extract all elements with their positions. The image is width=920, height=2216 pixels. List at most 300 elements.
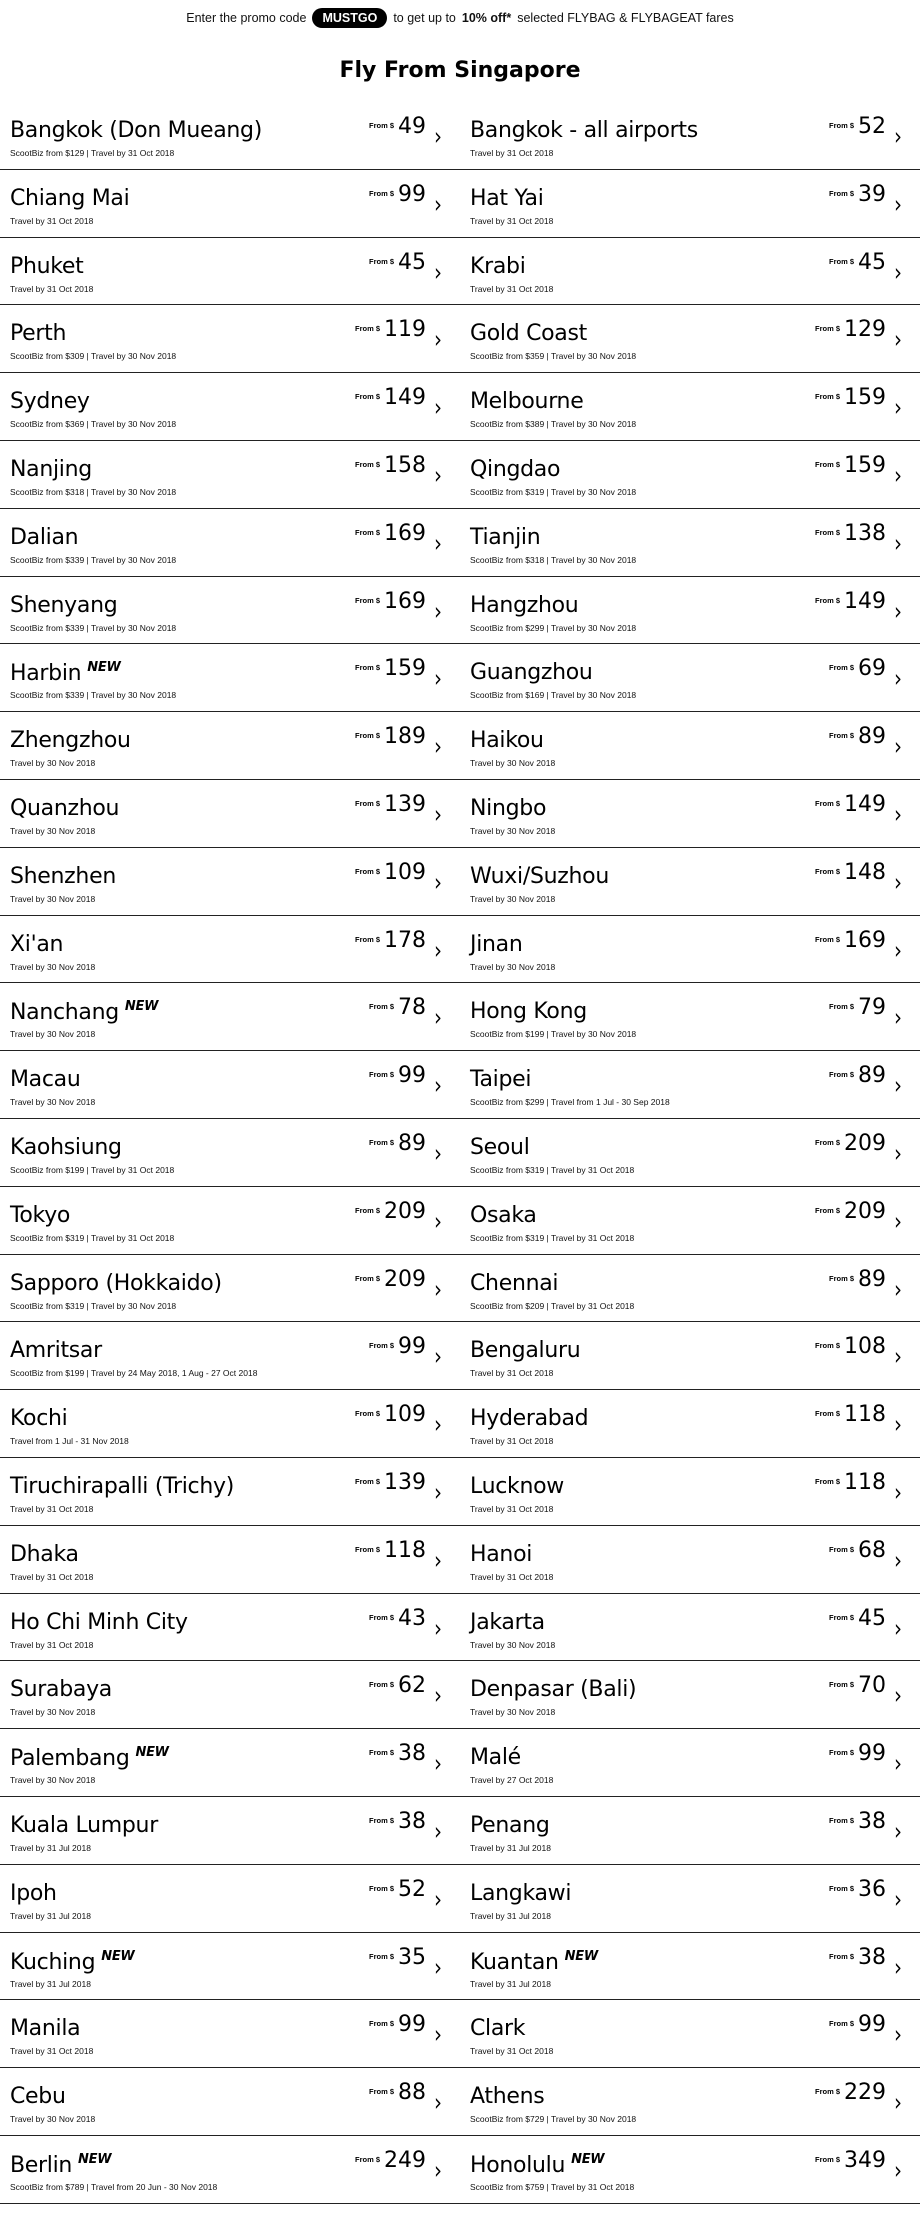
chevron-right-icon[interactable]: › (894, 867, 902, 897)
chevron-right-icon[interactable]: › (434, 257, 442, 286)
destination-card[interactable] (0, 712, 460, 779)
from-label: From $ (828, 2019, 854, 2029)
destination-card[interactable] (0, 577, 460, 644)
destination-note: Travel by 30 Nov 2018 (10, 825, 96, 836)
destination-card[interactable] (460, 712, 920, 779)
chevron-right-icon[interactable]: › (434, 1002, 442, 1032)
destination-city: Denpasar (Bali) (470, 1677, 637, 1703)
fare-price (369, 1673, 426, 1698)
destination-row (0, 712, 920, 780)
destination-note: Travel by 30 Nov 2018 (10, 893, 96, 904)
fare-amount: 118 (844, 1469, 886, 1495)
destination-city: Tianjin (470, 524, 541, 550)
destination-note: Travel by 31 Oct 2018 (10, 283, 94, 294)
destination-note: Travel by 31 Oct 2018 (10, 2046, 94, 2057)
chevron-right-icon[interactable]: › (434, 935, 442, 964)
destination-city: Kaohsiung (10, 1134, 122, 1160)
destination-city-heading (10, 999, 158, 1025)
fare-amount: 209 (844, 1130, 886, 1156)
chevron-right-icon[interactable]: › (434, 121, 442, 151)
destination-city: Kuching (10, 1949, 96, 1975)
destination-card[interactable] (460, 1187, 920, 1254)
chevron-right-icon[interactable]: › (894, 2155, 902, 2185)
destination-card[interactable] (460, 170, 920, 237)
from-label: From $ (814, 1409, 840, 1419)
from-label: From $ (828, 121, 854, 130)
destination-city-heading (10, 1067, 80, 1092)
chevron-right-icon[interactable]: › (434, 1952, 442, 1981)
destination-city: Penang (470, 1812, 550, 1838)
destination-card[interactable] (0, 1594, 460, 1661)
chevron-right-icon[interactable]: › (894, 2019, 902, 2049)
destination-note: Travel by 30 Nov 2018 (10, 2114, 96, 2125)
destination-card[interactable] (0, 373, 460, 440)
destination-city-heading (470, 1338, 580, 1363)
chevron-right-icon[interactable]: › (434, 1341, 442, 1371)
destination-note: Travel by 31 Oct 2018 (10, 1503, 94, 1514)
fare-price (815, 385, 886, 410)
destination-city-heading (470, 1203, 537, 1228)
destination-city-heading (470, 1745, 521, 1770)
destination-card[interactable] (0, 102, 460, 169)
destination-city: Nanchang (10, 1000, 119, 1026)
fare-amount: 38 (858, 1944, 886, 1970)
from-label: From $ (354, 1205, 380, 1215)
destination-card[interactable] (0, 1322, 460, 1389)
destination-city: Phuket (10, 253, 84, 279)
destination-city: Malé (470, 1745, 521, 1771)
destination-city-heading (10, 2152, 111, 2178)
destination-card[interactable] (460, 305, 920, 372)
chevron-right-icon[interactable]: › (894, 1274, 902, 1303)
destination-city: Zhengzhou (10, 728, 131, 754)
destination-card[interactable] (0, 1797, 460, 1864)
destination-city-heading (10, 186, 129, 211)
destination-card[interactable] (460, 1797, 920, 1864)
chevron-right-icon[interactable]: › (894, 1206, 902, 1236)
from-label: From $ (828, 1680, 854, 1690)
chevron-right-icon[interactable]: › (434, 663, 442, 693)
destination-city-heading (470, 932, 522, 957)
destination-card[interactable] (0, 509, 460, 576)
from-label: From $ (354, 798, 380, 808)
chevron-right-icon[interactable]: › (434, 2019, 442, 2049)
fare-price (815, 2080, 886, 2105)
fare-amount: 249 (384, 2147, 426, 2173)
chevron-right-icon[interactable]: › (434, 1545, 442, 1575)
destination-card[interactable] (0, 1255, 460, 1322)
destination-card[interactable] (0, 1390, 460, 1457)
destination-card[interactable] (460, 1526, 920, 1593)
destination-note: ScootBiz from $299 | Travel from 1 Jul - 30 Sep 2018 (470, 1097, 670, 1108)
fare-amount: 209 (384, 1198, 426, 1224)
destination-city: Clark (470, 2016, 526, 2042)
chevron-right-icon[interactable]: › (894, 799, 902, 829)
chevron-right-icon[interactable]: › (894, 1477, 902, 1507)
fare-price (829, 1809, 886, 1834)
destination-note: ScootBiz from $299 | Travel by 30 Nov 2018 (470, 622, 637, 633)
fare-amount: 159 (384, 656, 426, 682)
chevron-right-icon[interactable]: › (894, 1680, 902, 1710)
destination-city: Krabi (470, 253, 526, 279)
destination-card[interactable] (0, 1933, 460, 2000)
from-label: From $ (354, 1409, 380, 1419)
destination-note: ScootBiz from $319 | Travel by 30 Nov 2018 (10, 1300, 177, 1311)
destination-card[interactable] (460, 1594, 920, 1661)
destination-card[interactable] (460, 102, 920, 169)
from-label: From $ (828, 1883, 854, 1893)
fare-amount: 99 (398, 181, 426, 207)
chevron-right-icon[interactable]: › (434, 392, 442, 422)
destination-row (0, 780, 920, 848)
from-label: From $ (828, 1612, 854, 1622)
destination-card[interactable] (0, 305, 460, 372)
destination-card[interactable] (0, 1661, 460, 1728)
chevron-right-icon[interactable]: › (894, 1884, 902, 1914)
destination-card[interactable] (0, 983, 460, 1050)
chevron-right-icon[interactable]: › (894, 324, 902, 354)
destination-card[interactable] (460, 983, 920, 1050)
destination-card[interactable] (460, 916, 920, 983)
fare-price (829, 1673, 886, 1698)
destination-city-heading (10, 932, 63, 957)
fare-price (369, 1809, 426, 1834)
chevron-right-icon[interactable]: › (434, 1138, 442, 1168)
destination-card[interactable] (460, 2068, 920, 2135)
from-label: From $ (814, 595, 840, 605)
destination-card[interactable] (460, 509, 920, 576)
fare-amount: 169 (384, 520, 426, 546)
destination-card[interactable] (0, 170, 460, 237)
destination-note: Travel by 30 Nov 2018 (470, 893, 556, 904)
destination-city-heading (10, 389, 90, 414)
fare-amount: 35 (398, 1944, 426, 1970)
destination-note: ScootBiz from $319 | Travel by 31 Oct 2018 (10, 1232, 175, 1243)
chevron-right-icon[interactable]: › (434, 1274, 442, 1303)
from-label: From $ (828, 1002, 854, 1012)
chevron-right-icon[interactable]: › (434, 2155, 442, 2185)
new-badge: NEW (571, 2151, 605, 2167)
destination-city-heading (470, 796, 546, 821)
fare-amount: 49 (398, 114, 426, 139)
fare-price (829, 1063, 886, 1088)
from-label: From $ (368, 2087, 394, 2097)
destination-card[interactable] (460, 2000, 920, 2067)
destination-row (0, 1322, 920, 1390)
destination-city: Surabaya (10, 1677, 112, 1703)
destination-card[interactable] (460, 373, 920, 440)
destination-note: Travel by 30 Nov 2018 (10, 1775, 96, 1786)
chevron-right-icon[interactable]: › (894, 1409, 902, 1439)
fare-amount: 52 (858, 114, 886, 139)
destination-row (0, 1797, 920, 1865)
chevron-right-icon[interactable]: › (894, 121, 902, 151)
chevron-right-icon[interactable]: › (434, 1477, 442, 1507)
destination-city-heading (10, 2016, 80, 2041)
chevron-right-icon[interactable]: › (894, 460, 902, 490)
destination-note: Travel by 31 Oct 2018 (470, 2046, 554, 2057)
from-label: From $ (354, 595, 380, 605)
fare-price (355, 1470, 426, 1495)
chevron-right-icon[interactable]: › (434, 1409, 442, 1439)
fare-price (815, 1131, 886, 1156)
from-label: From $ (368, 1137, 394, 1147)
destination-city-heading (10, 593, 117, 618)
fare-amount: 36 (858, 1876, 886, 1902)
chevron-right-icon[interactable]: › (434, 1884, 442, 1914)
destination-city-heading (10, 1474, 234, 1499)
chevron-right-icon[interactable]: › (894, 1748, 902, 1778)
destination-card[interactable] (460, 1933, 920, 2000)
destination-city-heading (10, 2084, 66, 2109)
destination-card[interactable] (460, 577, 920, 644)
destination-note: ScootBiz from $319 | Travel by 31 Oct 2018 (470, 1232, 635, 1243)
destination-card[interactable] (460, 1322, 920, 1389)
destination-city-heading (10, 728, 131, 753)
destination-card[interactable] (0, 780, 460, 847)
fare-price (369, 2080, 426, 2105)
destination-city-heading (10, 1203, 70, 1228)
fare-price (369, 114, 426, 139)
destination-card[interactable] (0, 441, 460, 508)
from-label: From $ (368, 2019, 394, 2029)
chevron-right-icon[interactable]: › (434, 189, 442, 219)
fare-price (829, 656, 886, 681)
destination-card[interactable] (0, 2068, 460, 2135)
destination-card[interactable] (0, 1729, 460, 1796)
fare-price (355, 453, 426, 478)
destination-city: Hong Kong (470, 999, 587, 1025)
destination-card[interactable] (460, 1119, 920, 1186)
destination-city-heading (10, 457, 92, 482)
fare-amount: 349 (844, 2147, 886, 2173)
destination-card[interactable] (460, 1255, 920, 1322)
from-label: From $ (368, 1002, 394, 1012)
destination-city-heading (10, 254, 83, 279)
from-label: From $ (814, 1476, 840, 1486)
from-label: From $ (368, 1815, 394, 1825)
destination-city-heading (10, 1542, 79, 1567)
destination-card[interactable] (460, 441, 920, 508)
destination-card[interactable] (460, 848, 920, 915)
chevron-right-icon[interactable]: › (894, 663, 902, 693)
destination-city-heading (470, 1949, 598, 1975)
destination-card[interactable] (460, 1051, 920, 1118)
chevron-right-icon[interactable]: › (894, 935, 902, 964)
chevron-right-icon[interactable]: › (434, 731, 442, 761)
fare-amount: 45 (858, 249, 886, 275)
destination-note: Travel by 31 Jul 2018 (10, 1978, 91, 1989)
from-label: From $ (368, 188, 394, 198)
fare-amount: 99 (398, 1334, 426, 1360)
destination-city: Hat Yai (470, 185, 544, 211)
chevron-right-icon[interactable]: › (894, 528, 902, 558)
destination-note: ScootBiz from $339 | Travel by 30 Nov 2018 (10, 554, 177, 565)
from-label: From $ (354, 392, 380, 402)
fare-amount: 169 (844, 927, 886, 953)
destination-note: ScootBiz from $309 | Travel by 30 Nov 2018 (10, 351, 177, 362)
fare-price (355, 317, 426, 342)
destination-card[interactable] (460, 1661, 920, 1728)
chevron-right-icon[interactable]: › (894, 596, 902, 625)
destination-card[interactable] (0, 2000, 460, 2067)
chevron-right-icon[interactable]: › (894, 1545, 902, 1575)
destination-note: Travel by 27 Oct 2018 (470, 1775, 554, 1786)
destination-card[interactable] (460, 1729, 920, 1796)
fare-price (829, 1741, 886, 1766)
chevron-right-icon[interactable]: › (894, 1138, 902, 1168)
destination-note: ScootBiz from $789 | Travel from 20 Jun - 30 Nov 2018 (10, 2181, 218, 2192)
chevron-right-icon[interactable]: › (434, 1680, 442, 1710)
chevron-right-icon[interactable]: › (894, 2087, 902, 2117)
destination-city-heading (470, 1610, 545, 1635)
destination-city-heading (470, 660, 593, 685)
destination-city: Quanzhou (10, 795, 120, 821)
chevron-right-icon[interactable]: › (434, 1748, 442, 1778)
destination-card[interactable] (0, 2136, 460, 2203)
destination-city: Haikou (470, 728, 544, 754)
fare-price (355, 1538, 426, 1563)
fare-amount: 129 (844, 317, 886, 343)
destination-note: ScootBiz from $319 | Travel by 30 Nov 2018 (470, 486, 637, 497)
chevron-right-icon[interactable]: › (894, 1341, 902, 1371)
chevron-right-icon[interactable]: › (434, 596, 442, 625)
chevron-right-icon[interactable]: › (434, 528, 442, 558)
chevron-right-icon[interactable]: › (434, 1613, 442, 1642)
destination-note: ScootBiz from $129 | Travel by 31 Oct 2018 (10, 148, 175, 158)
fare-amount: 148 (844, 859, 886, 885)
chevron-right-icon[interactable]: › (894, 1613, 902, 1642)
destination-city-heading (470, 1474, 564, 1499)
from-label: From $ (814, 1205, 840, 1215)
destination-note: Travel by 31 Oct 2018 (10, 1571, 94, 1582)
destination-city: Osaka (470, 1202, 537, 1228)
destination-card[interactable] (0, 644, 460, 711)
promo-suffix: selected FLYBAG & FLYBAGEAT fares (517, 11, 734, 25)
destination-card[interactable] (0, 1187, 460, 1254)
destination-row (0, 983, 920, 1051)
fare-amount: 70 (858, 1673, 886, 1699)
chevron-right-icon[interactable]: › (434, 799, 442, 829)
from-label: From $ (354, 527, 380, 537)
chevron-right-icon[interactable]: › (894, 731, 902, 761)
fare-price (369, 1063, 426, 1088)
from-label: From $ (368, 1680, 394, 1690)
destination-note: Travel by 30 Nov 2018 (470, 1707, 556, 1718)
destination-city-heading (470, 2016, 525, 2041)
fare-amount: 118 (844, 1402, 886, 1428)
fare-price (355, 656, 426, 681)
destination-city: Athens (470, 2084, 545, 2110)
destination-city: Tokyo (10, 1202, 71, 1228)
destination-card[interactable] (0, 1865, 460, 1932)
destination-note: Travel from 1 Jul - 31 Nov 2018 (10, 1436, 129, 1447)
chevron-right-icon[interactable]: › (434, 1816, 442, 1846)
fare-amount: 229 (844, 2080, 886, 2106)
fare-amount: 139 (384, 1469, 426, 1495)
fare-amount: 88 (398, 2080, 426, 2106)
destination-card[interactable] (0, 1119, 460, 1186)
destination-card[interactable] (0, 916, 460, 983)
fare-amount: 209 (384, 1266, 426, 1292)
chevron-right-icon[interactable]: › (894, 1816, 902, 1846)
destination-row (0, 1594, 920, 1662)
fare-amount: 89 (398, 1130, 426, 1156)
fare-amount: 79 (858, 995, 886, 1021)
destination-note: Travel by 31 Jul 2018 (470, 1910, 551, 1921)
destination-city: Hanoi (470, 1541, 533, 1567)
destination-note: Travel by 30 Nov 2018 (470, 825, 556, 836)
destination-card[interactable] (460, 1458, 920, 1525)
destination-card[interactable] (460, 1865, 920, 1932)
destination-card[interactable] (460, 644, 920, 711)
fare-price (369, 1741, 426, 1766)
from-label: From $ (354, 2154, 380, 2164)
chevron-right-icon[interactable]: › (894, 1952, 902, 1981)
chevron-right-icon[interactable]: › (894, 189, 902, 219)
destination-city-heading (470, 1542, 532, 1567)
chevron-right-icon[interactable]: › (434, 867, 442, 897)
destination-row (0, 1458, 920, 1526)
fare-amount: 149 (844, 588, 886, 614)
destination-city: Chennai (470, 1270, 559, 1296)
fare-amount: 62 (398, 1673, 426, 1699)
fare-amount: 118 (384, 1537, 426, 1563)
fare-price (829, 182, 886, 207)
fare-amount: 68 (858, 1537, 886, 1563)
chevron-right-icon[interactable]: › (434, 324, 442, 354)
destination-city-heading (10, 1813, 158, 1838)
destination-city: Sapporo (Hokkaido) (10, 1270, 222, 1296)
fare-price (815, 2148, 886, 2173)
fare-amount: 109 (384, 1402, 426, 1428)
chevron-right-icon[interactable]: › (894, 1002, 902, 1032)
chevron-right-icon[interactable]: › (894, 257, 902, 286)
from-label: From $ (814, 866, 840, 876)
fare-amount: 169 (384, 588, 426, 614)
destination-card[interactable] (0, 1526, 460, 1593)
destination-card[interactable] (460, 238, 920, 305)
chevron-right-icon[interactable]: › (434, 1206, 442, 1236)
destination-card[interactable] (460, 1390, 920, 1457)
destination-note: ScootBiz from $318 | Travel by 30 Nov 2018 (470, 554, 637, 565)
fare-amount: 43 (398, 1605, 426, 1631)
fare-price (369, 250, 426, 275)
destination-city-heading (470, 389, 583, 414)
destination-card[interactable] (0, 848, 460, 915)
chevron-right-icon[interactable]: › (434, 1070, 442, 1100)
destination-card[interactable] (0, 238, 460, 305)
destination-city-heading (10, 1881, 57, 1906)
destination-city-heading (470, 1135, 530, 1160)
chevron-right-icon[interactable]: › (434, 2087, 442, 2117)
fare-amount: 119 (384, 317, 426, 343)
chevron-right-icon[interactable]: › (894, 392, 902, 422)
destination-row (0, 2136, 920, 2204)
destination-card[interactable] (0, 1051, 460, 1118)
destination-card[interactable] (0, 1458, 460, 1525)
destination-city-heading (470, 2152, 604, 2178)
fare-amount: 99 (858, 1741, 886, 1767)
destination-card[interactable] (460, 2136, 920, 2203)
promo-prefix: Enter the promo code (186, 11, 307, 25)
fare-amount: 108 (844, 1334, 886, 1360)
chevron-right-icon[interactable]: › (894, 1070, 902, 1100)
chevron-right-icon[interactable]: › (434, 460, 442, 490)
destination-city-heading (470, 525, 540, 550)
fare-price (355, 792, 426, 817)
destination-card[interactable] (460, 780, 920, 847)
